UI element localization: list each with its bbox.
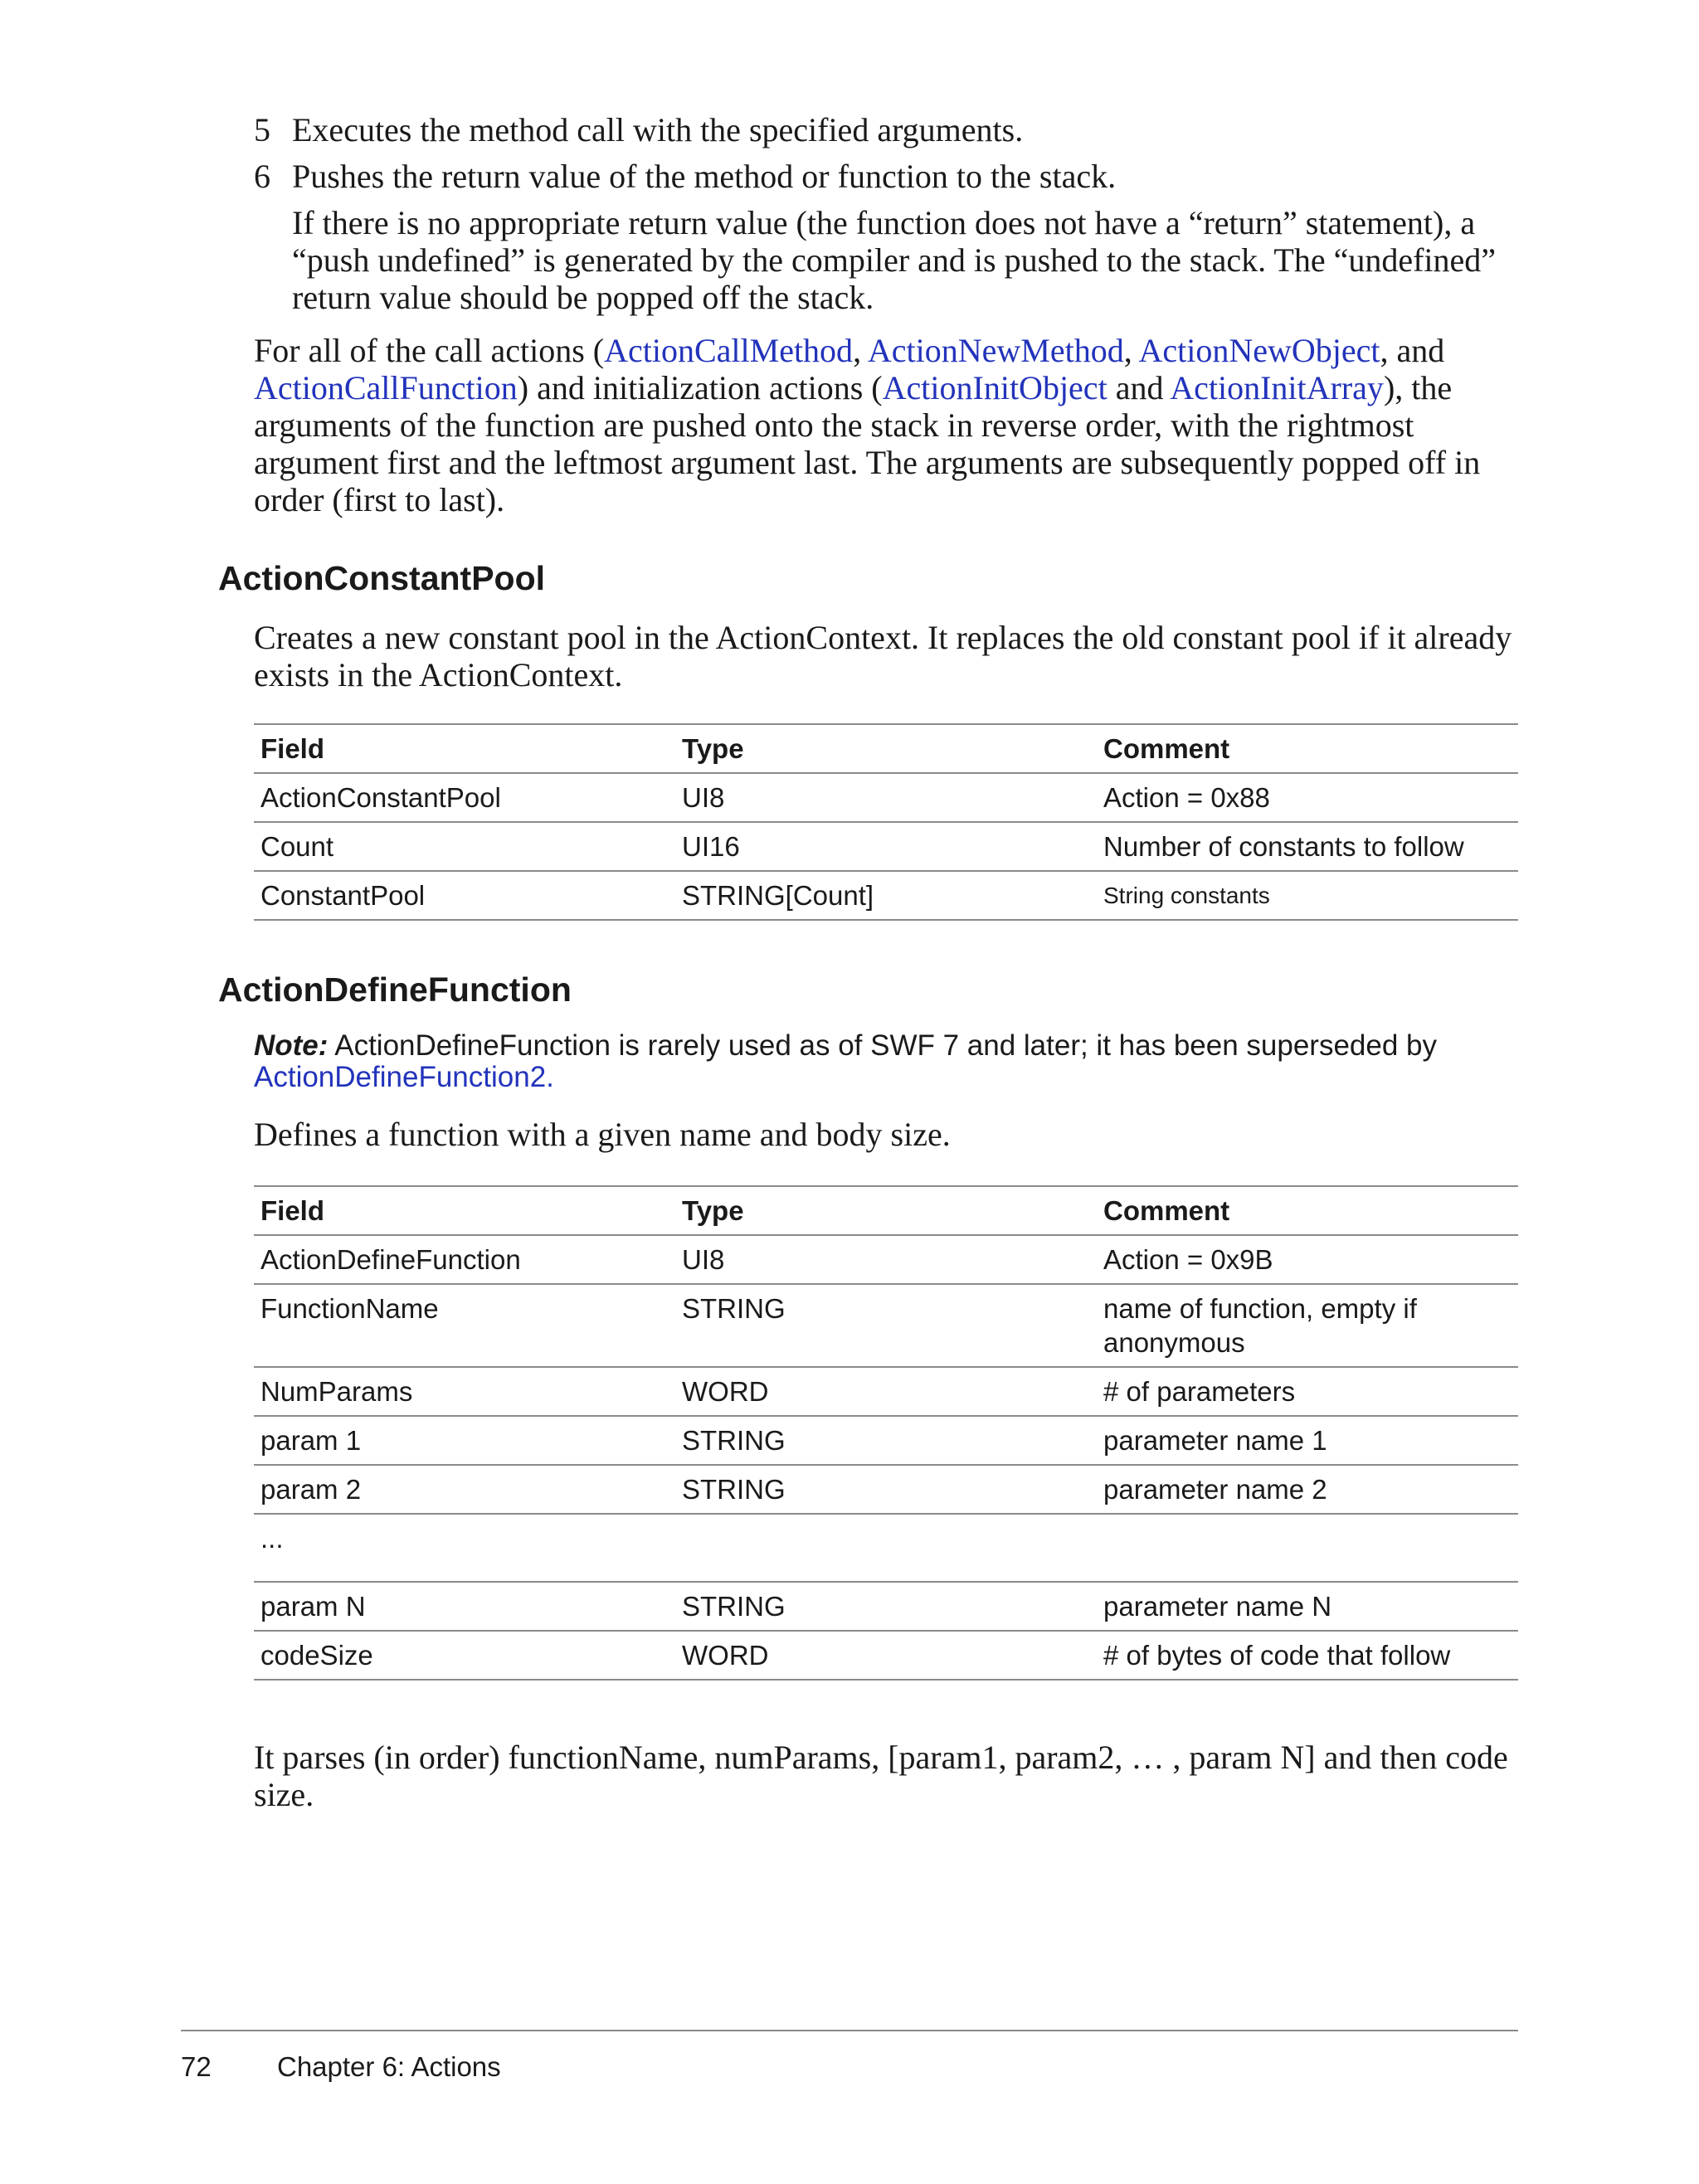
link-action-init-object[interactable]: ActionInitObject (882, 369, 1108, 406)
step-number: 5 (254, 111, 270, 148)
note-paragraph (254, 1030, 1515, 1093)
text-run: and (1107, 369, 1171, 406)
table-row (254, 822, 1518, 871)
comment-cell: parameter name 2 (1097, 1465, 1518, 1514)
link-action-new-object[interactable]: ActionNewObject (1138, 332, 1380, 369)
text-run: , and (1380, 332, 1445, 369)
comment-cell: Action = 0x88 (1097, 773, 1518, 822)
type-cell: UI8 (675, 773, 1097, 822)
numbered-steps (254, 111, 1515, 316)
text-run: ), the arguments of the function are pushed onto the stack in reverse order, with the rightmost argument first and the leftmost argument last. The arguments are subsequently popped off in order (first to last). (254, 369, 1481, 518)
note-label: Note: (254, 1029, 329, 1062)
field-cell: param 2 (254, 1465, 675, 1514)
table-row (254, 1465, 1518, 1514)
step-text: Executes the method call with the specified arguments. (292, 111, 1024, 148)
step-6-detail: If there is no appropriate return value (the function does not have a “return” statement), a “push undefined” is generated by the compiler and is pushed to the stack. The “undefined” return value should be popped off the stack. (292, 204, 1497, 316)
table-row (254, 773, 1518, 822)
field-cell: ... (254, 1514, 675, 1582)
note-end: . (546, 1061, 554, 1093)
table-row (254, 871, 1518, 920)
link-action-call-function[interactable]: ActionCallFunction (254, 369, 518, 406)
text-run: ) and initialization actions ( (517, 369, 883, 406)
link-action-call-method[interactable]: ActionCallMethod (604, 332, 854, 369)
section-heading-constant-pool: ActionConstantPool (218, 559, 546, 597)
type-cell: WORD (675, 1631, 1097, 1680)
link-action-new-method[interactable]: ActionNewMethod (867, 332, 1124, 369)
comment-cell: parameter name 1 (1097, 1416, 1518, 1465)
table-row (254, 1367, 1518, 1416)
column-header: Field (254, 1186, 675, 1235)
field-cell: ActionDefineFunction (254, 1235, 675, 1284)
define-function-table (254, 1185, 1518, 1681)
column-header: Type (675, 724, 1097, 773)
table-header-row (254, 1186, 1518, 1235)
table-row (254, 1514, 1518, 1582)
step-item (254, 158, 1515, 195)
comment-cell: String constants (1097, 871, 1518, 920)
comment-cell: # of bytes of code that follow (1097, 1631, 1518, 1680)
define-function-description: Defines a function with a given name and body size. (254, 1116, 951, 1153)
comment-cell: # of parameters (1097, 1367, 1518, 1416)
comment-cell: parameter name N (1097, 1582, 1518, 1631)
step-item (254, 111, 1515, 148)
type-cell: UI16 (675, 822, 1097, 871)
constant-pool-description: Creates a new constant pool in the ActionContext. It replaces the old constant pool if it already exists in the ActionContext. (254, 619, 1512, 693)
column-header: Comment (1097, 724, 1518, 773)
call-actions-paragraph (254, 332, 1515, 518)
type-cell: STRING[Count] (675, 871, 1097, 920)
text-run: , (853, 332, 868, 369)
define-function-closing: It parses (in order) functionName, numParams, [param1, param2, … , param N] and then code size. (254, 1739, 1508, 1813)
section-heading-define-function: ActionDefineFunction (218, 970, 572, 1009)
type-cell: STRING (675, 1582, 1097, 1631)
link-action-init-array[interactable]: ActionInitArray (1170, 369, 1384, 406)
chapter-label: Chapter 6: Actions (277, 2051, 501, 2082)
table-header-row (254, 724, 1518, 773)
type-cell: STRING (675, 1465, 1097, 1514)
comment-cell: Number of constants to follow (1097, 822, 1518, 871)
type-cell: WORD (675, 1367, 1097, 1416)
step-number: 6 (254, 158, 270, 195)
type-cell (675, 1514, 1097, 1582)
note-text: ActionDefineFunction is rarely used as of SWF 7 and later; it has been superseded by (328, 1029, 1437, 1062)
type-cell: STRING (675, 1284, 1097, 1367)
field-cell: Count (254, 822, 675, 871)
type-cell: STRING (675, 1416, 1097, 1465)
comment-cell: Action = 0x9B (1097, 1235, 1518, 1284)
step-text: Pushes the return value of the method or function to the stack. (292, 158, 1117, 195)
comment-cell: name of function, empty if anonymous (1097, 1284, 1518, 1367)
table-row (254, 1284, 1518, 1367)
field-cell: ActionConstantPool (254, 773, 675, 822)
type-cell: UI8 (675, 1235, 1097, 1284)
comment-cell (1097, 1514, 1518, 1582)
field-cell: codeSize (254, 1631, 675, 1680)
table-row (254, 1631, 1518, 1680)
table-row (254, 1416, 1518, 1465)
text-run: For all of the call actions ( (254, 332, 605, 369)
page-number: 72 (181, 2051, 212, 2082)
table-row (254, 1582, 1518, 1631)
link-action-define-function2[interactable]: ActionDefineFunction2 (254, 1061, 547, 1093)
footer-divider (181, 2030, 1518, 2031)
column-header: Type (675, 1186, 1097, 1235)
column-header: Comment (1097, 1186, 1518, 1235)
table-row (254, 1235, 1518, 1284)
column-header: Field (254, 724, 675, 773)
constant-pool-table (254, 723, 1518, 921)
field-cell: param 1 (254, 1416, 675, 1465)
field-cell: param N (254, 1582, 675, 1631)
field-cell: FunctionName (254, 1284, 675, 1367)
text-run: , (1123, 332, 1139, 369)
field-cell: ConstantPool (254, 871, 675, 920)
field-cell: NumParams (254, 1367, 675, 1416)
